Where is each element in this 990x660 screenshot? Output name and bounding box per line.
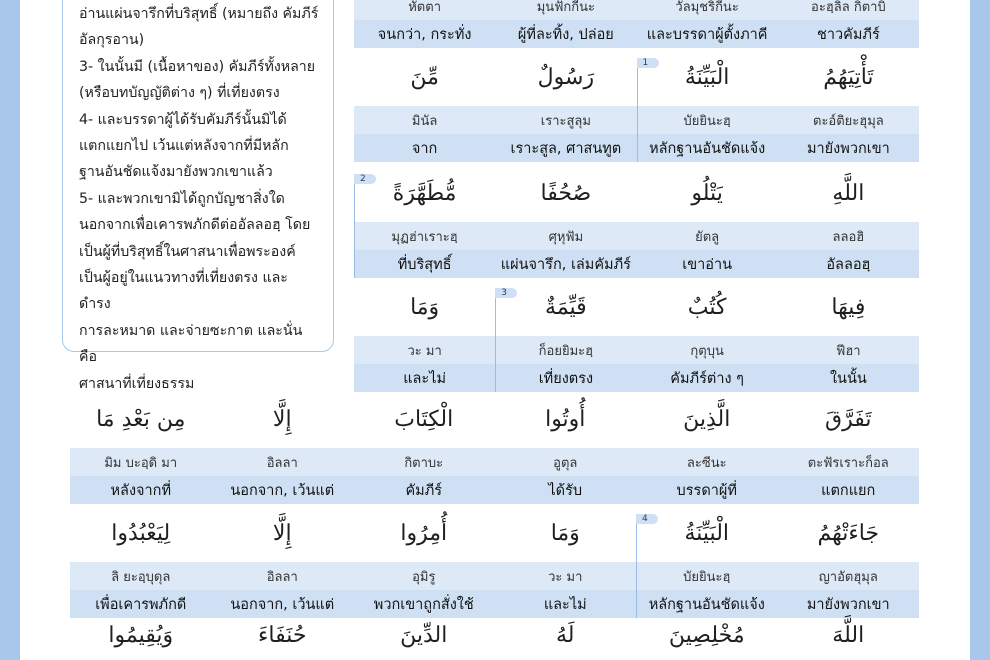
meaning: มายังพวกเขา: [778, 590, 920, 618]
word-cell: [495, 0, 636, 48]
arabic-word: أُمِرُوا: [400, 520, 448, 546]
transliteration: ลิ ยะอฺบุดุล: [70, 562, 212, 590]
word-cell: [70, 390, 212, 504]
arabic-word: اللَّهِ: [832, 180, 865, 206]
meaning: เขาอ่าน: [637, 250, 778, 278]
meaning: ในนั้น: [778, 364, 919, 392]
transliteration: ญาอัตฮุมุล: [778, 562, 920, 590]
arabic-word: مِن بَعْدِ مَا: [96, 406, 186, 432]
note-line: 3- ในนั้นมี (เนื้อหาของ) คัมภีร์ทั้งหลาย: [79, 58, 316, 75]
word-cell: [636, 390, 778, 504]
arabic-word: إِلَّا: [272, 406, 292, 432]
arabic-word: رَسُولٌ: [537, 64, 595, 90]
transliteration: อิลลา: [212, 448, 354, 476]
meaning: แผ่นจารึก, เล่มคัมภีร์: [495, 250, 636, 278]
note-line: นอกจากเพื่อเคารพภักดีต่ออัลลอฮฺ โดย: [79, 217, 311, 234]
word-cell: [354, 278, 495, 392]
arabic-word: إِلَّا: [272, 520, 292, 546]
note-line: เป็นผู้อยู่ในแนวทางที่เที่ยงตรง และดำรง: [79, 270, 288, 313]
word-cell: [778, 278, 919, 392]
word-cell: [353, 504, 495, 618]
transliteration: วัลมุชริกีนะ: [637, 0, 778, 20]
meaning: จาก: [354, 134, 495, 162]
transliteration: บัยยินะฮฺ: [636, 562, 778, 590]
note-line: การละหมาด และจ่ายซะกาต และนั่นคือ: [79, 322, 303, 366]
meaning: เพื่อเคารพภักดี: [70, 590, 212, 618]
arabic-word: أُوتُوا: [545, 406, 586, 432]
meaning: นอกจาก, เว้นแต่: [212, 476, 354, 504]
note-line: ฐานอันชัดแจ้งมายังพวกเขาแล้ว: [79, 164, 273, 181]
arabic-word: مُخْلِصِينَ: [668, 622, 745, 648]
note-line: อ่านแผ่นจารึกที่บริสุทธิ์ (หมายถึง คัมภีร์: [79, 6, 319, 22]
word-cell: [212, 610, 354, 660]
note-line: (หรือบทบัญญัติต่าง ๆ) ที่เที่ยงตรง: [79, 85, 280, 102]
meaning: พวกเขาถูกสั่งใช้: [353, 590, 495, 618]
arabic-word: صُحُفًا: [540, 180, 592, 206]
transliteration: ศุหุฟัม: [495, 222, 636, 250]
word-cell: [354, 164, 495, 278]
transliteration: ตะอ์ติยะฮุมุล: [778, 106, 919, 134]
footnote-line: [637, 58, 638, 162]
footnote-marker[interactable]: 3: [495, 288, 517, 298]
transliteration: อะฮฺลิล กิตาบิ: [778, 0, 919, 20]
word-row-1: [354, 48, 919, 162]
transliteration: ลลอฮิ: [778, 222, 919, 250]
word-cell: [495, 610, 637, 660]
word-row-2: [354, 164, 919, 278]
arabic-word: قَيِّمَةٌ: [545, 294, 587, 320]
arabic-word: حُنَفَاءَ: [258, 622, 307, 648]
word-cell: [70, 504, 212, 618]
arabic-word: لِيَعْبُدُوا: [111, 520, 171, 546]
arabic-word: كُتُبٌ: [687, 294, 727, 320]
meaning: จนกว่า, กระทั่ง: [354, 20, 495, 48]
meaning: และไม่: [495, 590, 637, 618]
footnote-marker[interactable]: 1: [637, 58, 659, 68]
word-row-4: [70, 390, 919, 504]
arabic-word: لَهُ: [556, 622, 575, 648]
transliteration: วะ มา: [354, 336, 495, 364]
meaning: นอกจาก, เว้นแต่: [212, 590, 354, 618]
note-line: เป็นผู้ที่บริสุทธิ์ในศาสนาเพื่อพระองค์: [79, 243, 296, 260]
transliteration: กุตุบุน: [637, 336, 778, 364]
meaning: คัมภีร์ต่าง ๆ: [637, 364, 778, 392]
transliteration: ละซีนะ: [636, 448, 778, 476]
word-cell: [778, 390, 920, 504]
word-cell: [637, 48, 778, 162]
arabic-word: جَاءَتْهُمُ: [817, 520, 880, 546]
word-cell: [637, 164, 778, 278]
word-cell: [778, 164, 919, 278]
word-cell: [495, 504, 637, 618]
word-row-5: [70, 504, 919, 618]
transliteration: อูตุล: [495, 448, 637, 476]
note-line: อัลกุรอาน): [79, 32, 145, 49]
word-cell: [495, 48, 636, 162]
word-cell: [70, 610, 212, 660]
arabic-word: الَّذِينَ: [683, 406, 731, 432]
arabic-word: الْبَيِّنَةُ: [684, 520, 730, 546]
word-cell: [636, 504, 778, 618]
transliteration: ยัตลู: [637, 222, 778, 250]
word-cell: [354, 0, 495, 48]
footnote-marker[interactable]: 4: [636, 514, 658, 524]
word-cell: [637, 278, 778, 392]
word-cell: [354, 48, 495, 162]
page: [20, 0, 970, 660]
note-line: 5- และพวกเขามิได้ถูกบัญชาสิ่งใด: [79, 190, 285, 207]
word-row-0: [354, 0, 919, 48]
arabic-word: مِّنَ: [410, 64, 439, 90]
meaning: คัมภีร์: [353, 476, 495, 504]
footnote-marker[interactable]: 2: [354, 174, 376, 184]
word-row-3: [354, 278, 919, 392]
arabic-word: اللَّهَ: [832, 622, 865, 648]
arabic-word: وَيُقِيمُوا: [108, 622, 174, 648]
transliteration: ฟีฮา: [778, 336, 919, 364]
meaning: เที่ยงตรง: [495, 364, 636, 392]
transliteration: วะ มา: [495, 562, 637, 590]
meaning: หลักฐานอันชัดแจ้ง: [636, 590, 778, 618]
word-cell: [778, 504, 920, 618]
transliteration: มินัล: [354, 106, 495, 134]
word-cell: [212, 504, 354, 618]
arabic-word: الدِّينَ: [400, 622, 448, 648]
transliteration: มิม บะอฺดิ มา: [70, 448, 212, 476]
note-line: ศาสนาที่เที่ยงธรรม: [79, 375, 195, 392]
word-cell: [636, 610, 778, 660]
arabic-word: الْبَيِّنَةُ: [684, 64, 730, 90]
meaning: อัลลอฮฺ: [778, 250, 919, 278]
transliteration: ก็อยยิมะฮฺ: [495, 336, 636, 364]
word-row-6: [70, 610, 919, 660]
word-cell: [353, 390, 495, 504]
meaning: หลักฐานอันชัดแจ้ง: [637, 134, 778, 162]
word-cell: [778, 610, 920, 660]
meaning: และไม่: [354, 364, 495, 392]
meaning: เราะสูล, ศาสนทูต: [495, 134, 636, 162]
meaning: หลังจากที่: [70, 476, 212, 504]
meaning: ผู้ที่ละทิ้ง, ปล่อย: [495, 20, 636, 48]
transliteration: มุนฟักกีนะ: [495, 0, 636, 20]
note-line: แตกแยกไป เว้นแต่หลังจากที่มีหลัก: [79, 138, 289, 155]
word-cell: [353, 610, 495, 660]
arabic-word: تَأْتِيَهُمُ: [823, 64, 874, 90]
meaning: และบรรดาผู้ตั้งภาคี: [637, 20, 778, 48]
footnote-line: [354, 174, 355, 278]
arabic-word: يَتْلُو: [691, 180, 723, 206]
meaning: ได้รับ: [495, 476, 637, 504]
arabic-word: وَمَا: [550, 520, 580, 546]
word-cell: [495, 164, 636, 278]
transliteration: เราะสูลุม: [495, 106, 636, 134]
word-cell: [637, 0, 778, 48]
arabic-word: فِيهَا: [831, 294, 866, 320]
meaning: ชาวคัมภีร์: [778, 20, 919, 48]
word-cell: [778, 0, 919, 48]
note-line: 4- และบรรดาผู้ได้รับคัมภีร์นั้นมิได้: [79, 111, 287, 128]
arabic-word: مُّطَهَّرَةً: [392, 180, 457, 206]
meaning: แตกแยก: [778, 476, 920, 504]
transliteration: บัยยินะฮฺ: [637, 106, 778, 134]
arabic-word: تَفَرَّقَ: [825, 406, 872, 432]
transliteration: อุมิรู: [353, 562, 495, 590]
word-cell: [495, 390, 637, 504]
word-cell: [212, 390, 354, 504]
footnote-line: [636, 514, 637, 618]
footnote-line: [495, 288, 496, 392]
meaning: มายังพวกเขา: [778, 134, 919, 162]
translation-note: [62, 0, 334, 392]
transliteration: หัตตา: [354, 0, 495, 20]
transliteration: กิตาบะ: [353, 448, 495, 476]
word-cell: [778, 48, 919, 162]
arabic-word: الْكِتَابَ: [394, 406, 454, 432]
transliteration: อิลลา: [212, 562, 354, 590]
meaning: บรรดาผู้ที่: [636, 476, 778, 504]
transliteration: มุฏฮ่าเราะฮฺ: [354, 222, 495, 250]
arabic-word: وَمَا: [410, 294, 440, 320]
transliteration: ตะฟัรเราะก็อล: [778, 448, 920, 476]
word-cell: [495, 278, 636, 392]
meaning: ที่บริสุทธิ์: [354, 250, 495, 278]
